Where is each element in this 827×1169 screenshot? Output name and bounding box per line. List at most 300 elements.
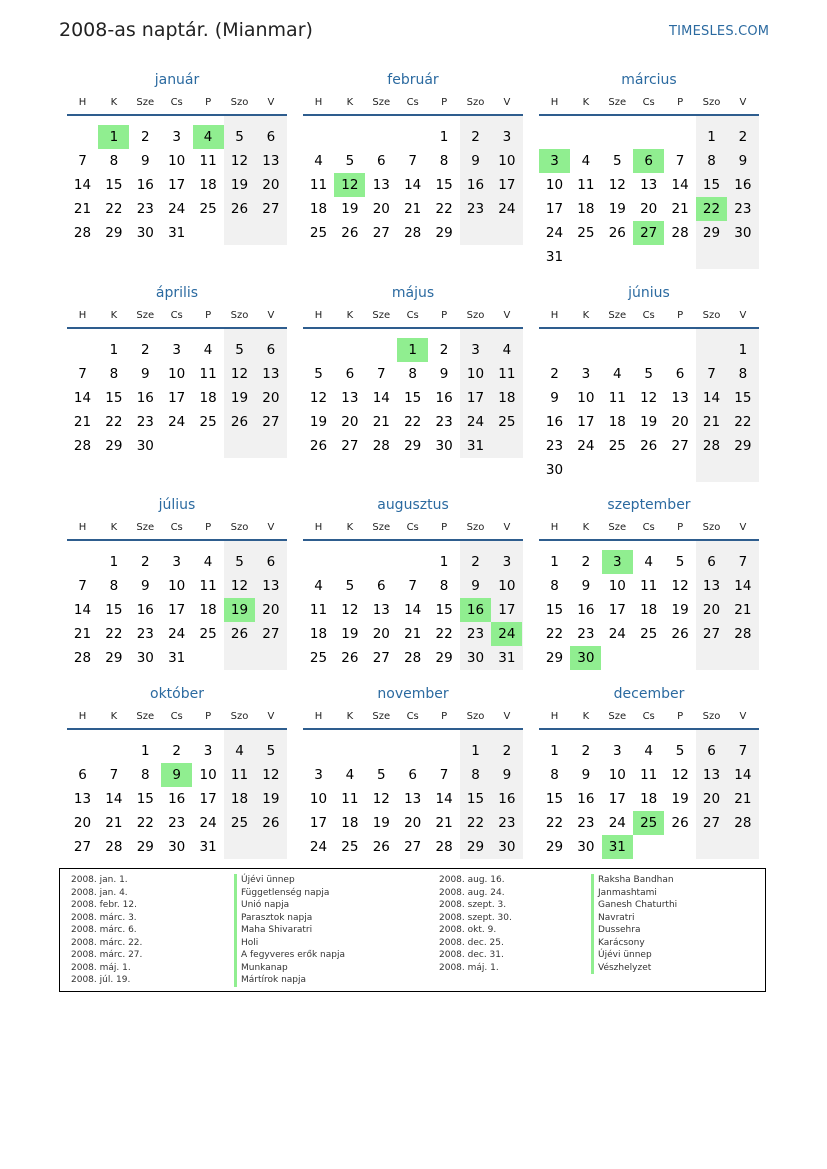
day-cell: 11 xyxy=(309,602,328,618)
holiday-name: Raksha Bandhan xyxy=(598,875,674,885)
month-name: február xyxy=(387,72,439,88)
day-cell: 17 xyxy=(498,177,516,193)
day-cell: 4 xyxy=(644,743,653,759)
weekday-label: P xyxy=(441,97,448,108)
weekday-label: Cs xyxy=(642,310,655,321)
day-cell: 25 xyxy=(608,438,626,454)
header-rule xyxy=(303,114,523,116)
weekday-label: P xyxy=(677,522,684,533)
holiday-date: 2008. szept. 30. xyxy=(439,912,512,923)
holiday-day-cell: 3 xyxy=(602,550,633,574)
month-name: január xyxy=(154,72,200,88)
day-cell: 18 xyxy=(640,791,658,807)
day-cell: 20 xyxy=(702,791,721,807)
holiday-date: 2008. aug. 16. xyxy=(439,875,505,885)
day-cell: 7 xyxy=(78,578,87,594)
day-cell: 30 xyxy=(168,839,186,855)
day-cell: 21 xyxy=(73,201,92,217)
day-cell: 2 xyxy=(738,129,748,145)
day-cell: 23 xyxy=(136,414,154,430)
holiday-name: Újévi ünnep xyxy=(598,950,652,960)
weekday-label: Cs xyxy=(642,711,655,722)
day-cell: 25 xyxy=(309,225,328,241)
day-cell: 20 xyxy=(372,201,390,217)
holiday-day-cell: 16 xyxy=(460,598,491,622)
weekday-label: H xyxy=(78,310,87,321)
day-cell: 4 xyxy=(314,578,323,594)
holiday-name: Ganesh Chaturthi xyxy=(598,900,678,910)
weekday-label: Sze xyxy=(608,97,627,108)
day-cell: 28 xyxy=(734,815,752,831)
day-cell: 1 xyxy=(109,342,119,358)
weekday-header xyxy=(539,522,759,536)
day-cell: 15 xyxy=(136,791,154,807)
day-cell: 23 xyxy=(168,815,186,831)
day-cell: 4 xyxy=(314,153,323,169)
day-cell: 16 xyxy=(136,390,154,406)
holiday-date: 2008. dec. 31. xyxy=(439,950,504,960)
day-cell: 6 xyxy=(266,554,276,570)
holiday-name: Mártírok napja xyxy=(241,975,307,985)
day-cell: 7 xyxy=(78,366,87,382)
day-cell: 29 xyxy=(404,438,422,454)
day-cell: 19 xyxy=(262,791,280,807)
day-cell: 23 xyxy=(466,201,485,217)
holiday-date: 2008. aug. 24. xyxy=(439,887,505,898)
day-cell: 17 xyxy=(199,791,217,807)
day-cell: 16 xyxy=(136,602,154,618)
day-cell: 15 xyxy=(435,602,453,618)
weekday-label: Szo xyxy=(230,97,249,108)
weekday-label: Szo xyxy=(702,97,721,108)
day-cell: 12 xyxy=(671,767,689,783)
day-cell: 9 xyxy=(141,578,150,594)
day-cell: 18 xyxy=(199,177,217,193)
month-name: július xyxy=(158,497,196,513)
weekday-label: H xyxy=(78,711,87,722)
weekday-label: H xyxy=(314,310,323,321)
day-cell: 2 xyxy=(550,366,559,382)
day-cell: 13 xyxy=(372,177,390,193)
weekday-label: Sze xyxy=(136,310,155,321)
holiday-name: A fegyveres erők napja xyxy=(241,950,345,960)
header-rule xyxy=(539,539,759,541)
day-cell: 14 xyxy=(404,602,422,618)
holiday-date: 2008. okt. 9. xyxy=(439,925,497,935)
day-cell: 20 xyxy=(404,815,422,831)
day-cell: 24 xyxy=(309,839,328,855)
month-name: szeptember xyxy=(607,497,691,513)
weekday-label: K xyxy=(346,711,354,722)
day-cell: 5 xyxy=(675,743,685,759)
day-cell: 1 xyxy=(707,129,716,145)
day-cell: 3 xyxy=(613,743,622,759)
weekday-label: K xyxy=(582,97,590,108)
day-cell: 25 xyxy=(199,626,217,642)
header-rule xyxy=(303,728,523,730)
holiday-day-cell: 12 xyxy=(334,173,365,197)
day-cell: 22 xyxy=(435,201,453,217)
day-cell: 5 xyxy=(675,554,685,570)
day-cell: 1 xyxy=(439,554,449,570)
holiday-date: 2008. márc. 6. xyxy=(71,925,137,935)
day-cell: 24 xyxy=(608,626,626,642)
day-cell: 21 xyxy=(734,791,752,807)
day-cell: 31 xyxy=(545,249,564,265)
holiday-name: Unió napja xyxy=(241,900,290,910)
day-cell: 17 xyxy=(577,414,595,430)
day-cell: 11 xyxy=(199,578,217,594)
weekday-label: V xyxy=(739,522,747,533)
day-cell: 20 xyxy=(262,390,280,406)
weekday-label: V xyxy=(267,522,275,533)
day-cell: 21 xyxy=(435,815,453,831)
day-cell: 22 xyxy=(545,815,564,831)
day-cell: 28 xyxy=(435,839,453,855)
day-cell: 25 xyxy=(230,815,249,831)
day-cell: 14 xyxy=(73,390,92,406)
day-cell: 18 xyxy=(309,626,328,642)
day-cell: 30 xyxy=(435,438,453,454)
weekday-header xyxy=(67,711,287,725)
day-cell: 7 xyxy=(377,366,386,382)
day-cell: 4 xyxy=(203,554,213,570)
holiday-name: Maha Shivaratri xyxy=(241,925,313,935)
day-cell: 2 xyxy=(502,743,512,759)
day-cell: 20 xyxy=(671,414,689,430)
month-name: április xyxy=(155,285,199,301)
day-cell: 27 xyxy=(702,626,721,642)
weekday-header xyxy=(303,522,523,536)
day-cell: 27 xyxy=(262,626,280,642)
holiday-date: 2008. jan. 1. xyxy=(71,875,128,885)
header-rule xyxy=(67,114,287,116)
holiday-name: Janmashtami xyxy=(598,887,657,898)
holiday-date: 2008. márc. 22. xyxy=(71,937,143,948)
weekday-label: Sze xyxy=(608,711,627,722)
day-cell: 8 xyxy=(550,767,559,783)
month-name: május xyxy=(391,285,435,301)
day-cell: 8 xyxy=(141,767,150,783)
day-cell: 27 xyxy=(73,839,92,855)
weekday-label: K xyxy=(346,97,354,108)
weekday-label: Cs xyxy=(406,711,419,722)
header-rule xyxy=(539,114,759,116)
weekday-label: P xyxy=(441,711,448,722)
day-cell: 7 xyxy=(738,743,748,759)
day-cell: 28 xyxy=(73,225,92,241)
weekday-label: K xyxy=(346,522,354,533)
day-cell: 20 xyxy=(702,602,721,618)
day-cell: 17 xyxy=(168,390,186,406)
holiday-dates-right xyxy=(439,874,512,974)
day-cell: 21 xyxy=(702,414,721,430)
weekday-label: Szo xyxy=(466,522,485,533)
day-cell: 11 xyxy=(199,153,217,169)
weekday-label: K xyxy=(346,310,354,321)
day-cell: 27 xyxy=(671,438,689,454)
holiday-date: 2008. jan. 4. xyxy=(71,887,128,898)
day-cell: 25 xyxy=(309,650,328,666)
day-cell: 21 xyxy=(671,201,689,217)
day-cell: 19 xyxy=(372,815,390,831)
day-cell: 21 xyxy=(404,201,422,217)
day-cell: 10 xyxy=(577,390,595,406)
day-cell: 26 xyxy=(230,201,249,217)
day-cell: 26 xyxy=(230,626,249,642)
weekday-label: Szo xyxy=(466,310,485,321)
day-cell: 21 xyxy=(372,414,390,430)
day-cell: 14 xyxy=(73,602,92,618)
day-cell: 11 xyxy=(230,767,249,783)
day-cell: 5 xyxy=(644,366,653,382)
day-cell: 12 xyxy=(608,177,626,193)
day-cell: 31 xyxy=(466,438,485,454)
day-cell: 19 xyxy=(341,201,359,217)
day-cell: 16 xyxy=(435,390,453,406)
day-cell: 26 xyxy=(230,414,249,430)
day-cell: 7 xyxy=(408,153,417,169)
day-cell: 24 xyxy=(466,414,485,430)
day-cell: 5 xyxy=(235,342,244,358)
month-name: október xyxy=(150,686,204,702)
day-cell: 28 xyxy=(671,225,689,241)
weekday-label: P xyxy=(205,310,212,321)
day-cell: 30 xyxy=(577,839,595,855)
day-cell: 23 xyxy=(498,815,516,831)
day-cell: 3 xyxy=(581,366,591,382)
day-cell: 22 xyxy=(105,201,123,217)
weekday-label: K xyxy=(110,711,118,722)
day-cell: 16 xyxy=(577,791,595,807)
weekday-label: K xyxy=(582,310,590,321)
day-cell: 11 xyxy=(640,767,658,783)
day-cell: 5 xyxy=(314,366,323,382)
day-cell: 13 xyxy=(671,390,689,406)
day-cell: 26 xyxy=(640,438,658,454)
weekday-label: Sze xyxy=(608,310,627,321)
day-cell: 12 xyxy=(671,578,689,594)
holiday-date: 2008. márc. 27. xyxy=(71,950,143,960)
weekday-label: Sze xyxy=(372,711,391,722)
day-cell: 30 xyxy=(734,225,752,241)
day-cell: 12 xyxy=(372,791,390,807)
day-cell: 10 xyxy=(168,578,186,594)
weekday-label: H xyxy=(550,522,559,533)
day-cell: 27 xyxy=(404,839,422,855)
holiday-name: Karácsony xyxy=(598,937,645,948)
day-cell: 19 xyxy=(341,626,359,642)
day-cell: 28 xyxy=(105,839,123,855)
day-cell: 3 xyxy=(502,554,512,570)
day-cell: 12 xyxy=(262,767,280,783)
day-cell: 24 xyxy=(168,201,186,217)
day-cell: 15 xyxy=(404,390,422,406)
holiday-day-cell: 31 xyxy=(602,835,633,859)
day-cell: 11 xyxy=(640,578,658,594)
holiday-name: Függetlenség napja xyxy=(241,887,330,898)
day-cell: 11 xyxy=(309,177,328,193)
day-cell: 22 xyxy=(404,414,422,430)
day-cell: 31 xyxy=(168,225,186,241)
weekday-label: V xyxy=(267,711,275,722)
day-cell: 22 xyxy=(105,626,123,642)
day-cell: 7 xyxy=(738,554,748,570)
weekday-label: H xyxy=(78,522,87,533)
day-cell: 7 xyxy=(408,578,417,594)
day-cell: 3 xyxy=(314,767,323,783)
weekday-label: Szo xyxy=(702,522,721,533)
day-cell: 26 xyxy=(341,225,359,241)
day-cell: 18 xyxy=(577,201,595,217)
day-cell: 13 xyxy=(262,578,280,594)
day-cell: 23 xyxy=(136,626,154,642)
weekday-label: V xyxy=(267,97,275,108)
day-cell: 19 xyxy=(309,414,328,430)
day-cell: 2 xyxy=(141,342,150,358)
holiday-date: 2008. szept. 3. xyxy=(439,900,507,910)
day-cell: 15 xyxy=(545,602,564,618)
day-cell: 13 xyxy=(262,366,280,382)
day-cell: 20 xyxy=(262,602,280,618)
month-name: június xyxy=(628,285,670,301)
day-cell: 17 xyxy=(608,602,626,618)
weekday-label: Cs xyxy=(170,97,183,108)
weekday-label: Szo xyxy=(466,711,485,722)
day-cell: 16 xyxy=(577,602,595,618)
day-cell: 12 xyxy=(230,153,249,169)
day-cell: 18 xyxy=(230,791,249,807)
weekday-label: Szo xyxy=(702,310,721,321)
day-cell: 29 xyxy=(734,438,752,454)
day-cell: 3 xyxy=(172,554,181,570)
day-cell: 5 xyxy=(613,153,622,169)
weekday-label: Cs xyxy=(170,711,183,722)
day-cell: 30 xyxy=(136,438,154,454)
day-cell: 22 xyxy=(435,626,453,642)
day-cell: 17 xyxy=(168,602,186,618)
weekday-label: P xyxy=(677,310,684,321)
weekday-label: P xyxy=(441,310,448,321)
day-cell: 9 xyxy=(550,390,559,406)
day-cell: 23 xyxy=(136,201,154,217)
weekday-label: V xyxy=(503,522,511,533)
day-cell: 6 xyxy=(408,767,417,783)
day-cell: 6 xyxy=(266,342,276,358)
day-cell: 1 xyxy=(141,743,150,759)
day-cell: 19 xyxy=(671,791,689,807)
weekday-label: H xyxy=(550,97,559,108)
day-cell: 2 xyxy=(471,129,480,145)
day-cell: 25 xyxy=(577,225,595,241)
day-cell: 6 xyxy=(266,129,276,145)
day-cell: 14 xyxy=(734,578,752,594)
day-cell: 5 xyxy=(266,743,276,759)
day-cell: 17 xyxy=(168,177,186,193)
day-cell: 22 xyxy=(466,815,485,831)
holiday-date: 2008. máj. 1. xyxy=(71,962,131,973)
day-cell: 11 xyxy=(577,177,595,193)
day-cell: 11 xyxy=(341,791,359,807)
day-cell: 1 xyxy=(738,342,748,358)
day-cell: 8 xyxy=(439,153,449,169)
day-cell: 3 xyxy=(203,743,213,759)
holiday-name: Újévi ünnep xyxy=(241,875,295,885)
day-cell: 29 xyxy=(545,650,564,666)
day-cell: 9 xyxy=(502,767,512,783)
holiday-day-cell: 6 xyxy=(633,149,664,173)
day-cell: 29 xyxy=(105,225,123,241)
day-cell: 26 xyxy=(262,815,280,831)
weekday-label: Cs xyxy=(406,310,419,321)
day-cell: 22 xyxy=(105,414,123,430)
day-cell: 10 xyxy=(309,791,328,807)
weekday-label: Szo xyxy=(702,711,721,722)
weekday-label: Cs xyxy=(642,522,655,533)
day-cell: 20 xyxy=(640,201,658,217)
day-cell: 16 xyxy=(545,414,564,430)
day-cell: 31 xyxy=(199,839,217,855)
day-cell: 8 xyxy=(550,578,559,594)
day-cell: 6 xyxy=(345,366,355,382)
day-cell: 10 xyxy=(498,578,516,594)
day-cell: 30 xyxy=(545,462,564,478)
day-cell: 5 xyxy=(345,153,355,169)
header-rule xyxy=(303,327,523,329)
holiday-day-cell: 27 xyxy=(633,221,664,245)
day-cell: 16 xyxy=(498,791,516,807)
day-cell: 9 xyxy=(471,153,480,169)
day-cell: 2 xyxy=(439,342,449,358)
header-rule xyxy=(67,539,287,541)
weekday-label: Szo xyxy=(230,711,249,722)
day-cell: 2 xyxy=(581,554,591,570)
day-cell: 19 xyxy=(608,201,626,217)
day-cell: 13 xyxy=(640,177,658,193)
day-cell: 19 xyxy=(640,414,658,430)
day-cell: 14 xyxy=(73,177,92,193)
day-cell: 15 xyxy=(734,390,752,406)
weekday-label: V xyxy=(739,97,747,108)
day-cell: 24 xyxy=(577,438,595,454)
day-cell: 25 xyxy=(341,839,359,855)
day-cell: 26 xyxy=(671,626,689,642)
day-cell: 27 xyxy=(341,438,359,454)
holiday-date: 2008. márc. 3. xyxy=(71,912,137,923)
holiday-day-cell: 4 xyxy=(193,125,224,149)
day-cell: 20 xyxy=(73,815,92,831)
day-cell: 2 xyxy=(471,554,480,570)
day-cell: 12 xyxy=(230,366,249,382)
weekday-label: Szo xyxy=(230,522,249,533)
day-cell: 9 xyxy=(141,366,150,382)
day-cell: 27 xyxy=(372,225,390,241)
weekday-label: Cs xyxy=(170,310,183,321)
day-cell: 1 xyxy=(439,129,449,145)
holiday-day-cell: 3 xyxy=(539,149,570,173)
holiday-names-left xyxy=(234,874,345,987)
holiday-day-cell: 19 xyxy=(224,598,255,622)
day-cell: 23 xyxy=(545,438,564,454)
weekday-header xyxy=(67,522,287,536)
day-cell: 2 xyxy=(141,129,150,145)
day-cell: 4 xyxy=(235,743,244,759)
brand-logo-text[interactable]: TIMESLES.COM xyxy=(669,24,770,39)
day-cell: 23 xyxy=(577,626,595,642)
weekday-label: P xyxy=(205,97,212,108)
weekday-label: K xyxy=(582,711,590,722)
weekday-label: V xyxy=(503,711,511,722)
